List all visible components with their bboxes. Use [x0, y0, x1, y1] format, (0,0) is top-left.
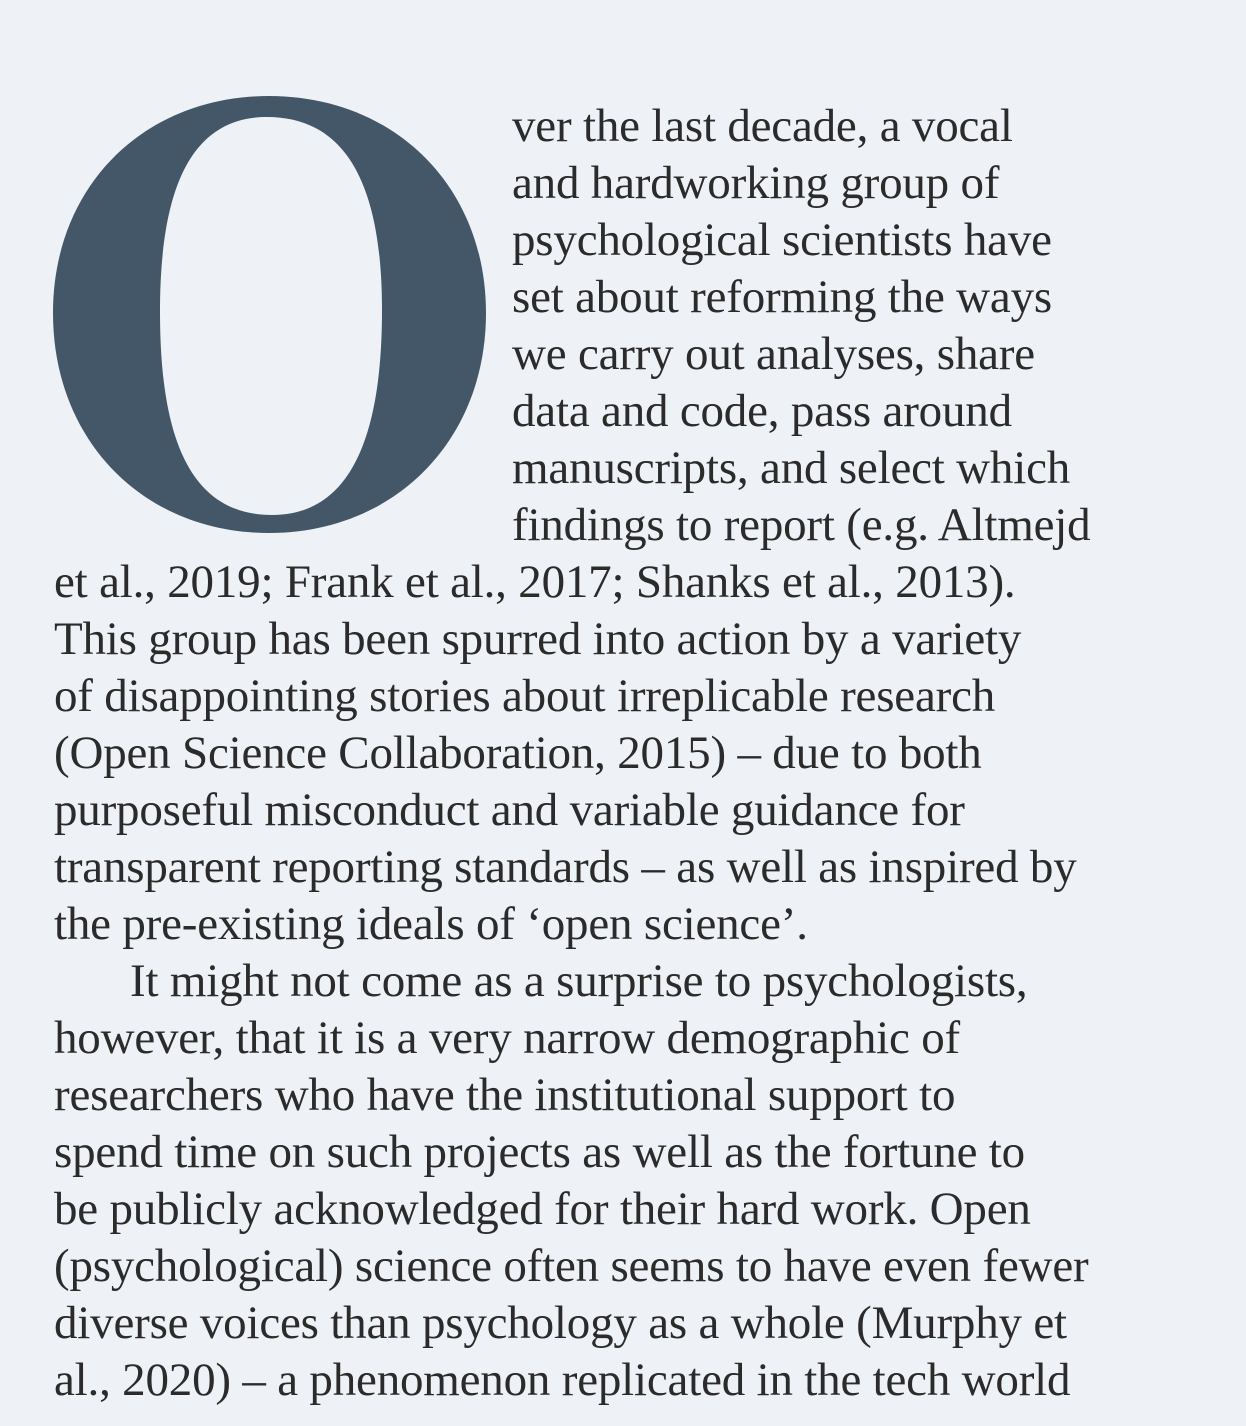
body-text-line: (Open Science Collaboration, 2015) – due to both [54, 727, 982, 779]
body-text-line: al., 2020) – a phenomenon replicated in the tech world [54, 1354, 1071, 1406]
body-text-line: be publicly acknowledged for their hard work. Open [54, 1183, 1031, 1235]
body-text-line: diverse voices than psychology as a whole (Murphy et [54, 1297, 1067, 1349]
body-text-line: spend time on such projects as well as the fortune to [54, 1126, 1025, 1178]
body-text-line: It might not come as a surprise to psychologists, [130, 955, 1028, 1007]
body-text-line: the pre-existing ideals of ‘open science’. [54, 898, 808, 950]
body-text-line: researchers who have the institutional support to [54, 1069, 956, 1121]
body-text-line: ver the last decade, a vocal [512, 100, 1013, 152]
body-text-line: however, that it is a very narrow demographic of [54, 1012, 961, 1064]
body-text-line: This group has been spurred into action by a variety [54, 613, 1022, 665]
drop-cap-glyph [53, 96, 486, 533]
drop-cap-letter-o [40, 60, 500, 560]
body-text-line: of disappointing stories about irreplicable research [54, 670, 996, 722]
body-text-line: set about reforming the ways [512, 271, 1052, 323]
body-text-line: purposeful misconduct and variable guidance for [54, 784, 965, 836]
body-text-line: psychological scientists have [512, 214, 1052, 266]
body-text-line: we carry out analyses, share [512, 328, 1035, 380]
body-text-line: et al., 2019; Frank et al., 2017; Shanks et al., 2013). [54, 556, 1016, 608]
body-text-line: data and code, pass around [512, 385, 1012, 437]
body-text-line: and hardworking group of [512, 157, 1000, 209]
body-text-line: manuscripts, and select which [512, 442, 1071, 494]
body-text-line: (psychological) science often seems to have even fewer [54, 1240, 1089, 1292]
body-text-line: findings to report (e.g. Altmejd [512, 499, 1091, 551]
body-text-line: transparent reporting standards – as well as inspired by [54, 841, 1077, 893]
